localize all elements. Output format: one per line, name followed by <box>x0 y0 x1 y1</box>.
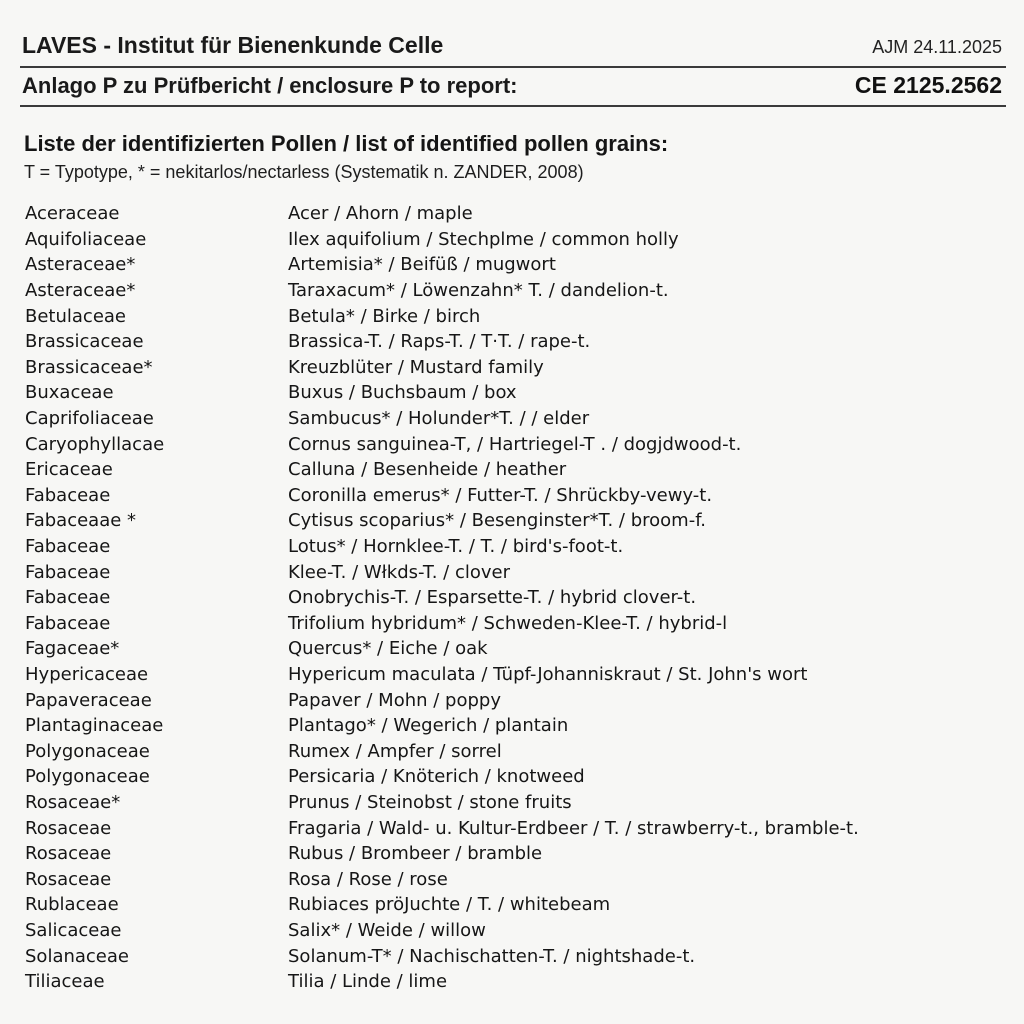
plant-family: Rosaceae* <box>25 791 121 813</box>
pollen-taxon: Klee-T. / Włkds-T. / clover <box>288 561 510 583</box>
pollen-list-row <box>25 790 1015 816</box>
pollen-taxon: Cornus sanguinea-T, / Hartriegel-T . / dogjdwood-t. <box>288 433 742 455</box>
pollen-list-row <box>25 687 1015 713</box>
plant-family: Fabaceae <box>25 587 111 609</box>
plant-family: Betulaceae <box>25 305 126 327</box>
pollen-taxon: Cytisus scoparius* / Besenginster*T. / broom-f. <box>288 510 706 532</box>
pollen-list-row <box>25 713 1015 739</box>
pollen-taxon: Fragaria / Wald- u. Kultur-Erdbeer / T. / strawberry-t., bramble-t. <box>288 817 859 839</box>
pollen-taxon: Buxus / Buchsbaum / box <box>288 382 517 404</box>
plant-family: Aquifoliaceae <box>25 228 147 250</box>
plant-family: Fabaceae <box>25 536 111 558</box>
plant-family: Rosaceae <box>25 817 112 839</box>
pollen-list-row <box>25 303 1015 329</box>
report-number: CE 2125.2562 <box>854 72 1002 98</box>
pollen-list-row <box>25 534 1015 560</box>
pollen-list-row <box>25 483 1015 509</box>
pollen-taxon: Calluna / Besenheide / heather <box>288 459 567 481</box>
plant-family: Hypericaceae <box>25 663 149 685</box>
pollen-list-row <box>25 355 1015 381</box>
pollen-taxon: Plantago* / Wegerich / plantain <box>288 715 569 737</box>
pollen-list <box>25 201 1015 994</box>
plant-family: Rosaceae <box>25 843 112 865</box>
plant-family: Asteraceae* <box>25 254 136 276</box>
plant-family: Fabaceaae * <box>25 510 137 532</box>
pollen-list-row <box>25 380 1015 406</box>
plant-family: Brassicaceae* <box>25 356 153 378</box>
plant-family: Fabaceae <box>25 612 111 634</box>
list-legend: T = Typotype, * = nekitarlos/nectarless (Systematik n. ZANDER, 2008) <box>24 162 584 182</box>
plant-family: Caprifoliaceae <box>25 408 154 430</box>
pollen-taxon: Persicaria / Knöterich / knotweed <box>288 766 585 788</box>
plant-family: Brassicaceae <box>25 331 144 353</box>
plant-family: Caryophyllacae <box>25 433 165 455</box>
pollen-taxon: Sambucus* / Holunder*T. / / elder <box>288 408 590 430</box>
enclosure-title: Anlago P zu Prüfbericht / enclosure P to report: <box>22 73 518 98</box>
pollen-taxon: Coronilla emerus* / Futter-T. / Shrückby-vewy-t. <box>288 484 713 506</box>
pollen-list-row <box>25 329 1015 355</box>
pollen-taxon: Brassica-T. / Raps-T. / T·T. / rape-t. <box>288 331 591 353</box>
pollen-list-row <box>25 892 1015 918</box>
plant-family: Asteraceae* <box>25 280 136 302</box>
pollen-taxon: Taraxacum* / Löwenzahn* T. / dandelion-t. <box>288 280 669 302</box>
plant-family: Salicaceae <box>25 919 122 941</box>
pollen-list-row <box>25 866 1015 892</box>
pollen-list-row <box>25 969 1015 995</box>
list-title: Liste der identifizierten Pollen / list of identified pollen grains: <box>24 131 669 156</box>
plant-family: Buxaceae <box>25 382 114 404</box>
pollen-list-row <box>25 406 1015 432</box>
pollen-list-row <box>25 278 1015 304</box>
pollen-taxon: Rosa / Rose / rose <box>288 868 448 890</box>
pollen-taxon: Prunus / Steinobst / stone fruits <box>288 791 572 813</box>
pollen-taxon: Betula* / Birke / birch <box>288 305 481 327</box>
plant-family: Rublaceae <box>25 894 119 916</box>
pollen-list-row <box>25 662 1015 688</box>
pollen-taxon: Artemisia* / Beifüß / mugwort <box>288 254 556 276</box>
plant-family: Polygonaceae <box>25 740 150 762</box>
plant-family: Plantaginaceae <box>25 715 164 737</box>
enclosure-header <box>22 72 1002 99</box>
pollen-list-row <box>25 252 1015 278</box>
plant-family: Aceraceae <box>25 203 120 225</box>
pollen-taxon: Trifolium hybridum* / Schweden-Klee-T. / hybrid-l <box>288 612 728 634</box>
pollen-list-row <box>25 457 1015 483</box>
pollen-taxon: Ilex aquifolium / Stechplme / common holly <box>288 228 679 250</box>
header-divider-top <box>20 66 1006 68</box>
pollen-list-row <box>25 201 1015 227</box>
pollen-list-row <box>25 764 1015 790</box>
initials-date-stamp: AJM 24.11.2025 <box>872 37 1002 57</box>
pollen-list-row <box>25 636 1015 662</box>
plant-family: Fagaceae* <box>25 638 120 660</box>
pollen-list-row <box>25 508 1015 534</box>
pollen-list-row <box>25 559 1015 585</box>
pollen-taxon: Rubus / Brombeer / bramble <box>288 843 543 865</box>
pollen-taxon: Acer / Ahorn / maple <box>288 203 473 225</box>
plant-family: Polygonaceae <box>25 766 150 788</box>
pollen-list-row <box>25 841 1015 867</box>
plant-family: Solanaceae <box>25 945 129 967</box>
plant-family: Papaveraceae <box>25 689 152 711</box>
pollen-taxon: Kreuzblüter / Mustard family <box>288 356 544 378</box>
pollen-taxon: Salix* / Weide / willow <box>288 919 486 941</box>
pollen-taxon: Solanum-T* / Nachischatten-T. / nightshade-t. <box>288 945 696 967</box>
pollen-taxon: Rumex / Ampfer / sorrel <box>288 740 502 762</box>
pollen-list-row <box>25 585 1015 611</box>
document-header <box>22 32 1002 59</box>
pollen-list-row <box>25 943 1015 969</box>
plant-family: Fabaceae <box>25 561 111 583</box>
plant-family: Tiliaceae <box>25 971 105 993</box>
pollen-list-row <box>25 738 1015 764</box>
organization-title: LAVES - Institut für Bienenkunde Celle <box>22 32 444 58</box>
header-divider-bottom <box>20 105 1006 107</box>
pollen-taxon: Onobrychis-T. / Esparsette-T. / hybrid clover-t. <box>288 587 697 609</box>
pollen-taxon: Hypericum maculata / Tüpf-Johanniskraut / St. John's wort <box>288 663 808 685</box>
pollen-taxon: Quercus* / Eiche / oak <box>288 638 488 660</box>
pollen-list-row <box>25 227 1015 253</box>
plant-family: Rosaceae <box>25 868 112 890</box>
pollen-taxon: Papaver / Mohn / poppy <box>288 689 501 711</box>
pollen-list-row <box>25 918 1015 944</box>
plant-family: Ericaceae <box>25 459 113 481</box>
pollen-taxon: Lotus* / Hornklee-T. / T. / bird's-foot-t. <box>288 536 624 558</box>
plant-family: Fabaceae <box>25 484 111 506</box>
pollen-list-row <box>25 611 1015 637</box>
pollen-taxon: Tilia / Linde / lime <box>288 971 448 993</box>
pollen-list-row <box>25 815 1015 841</box>
pollen-list-row <box>25 431 1015 457</box>
pollen-taxon: Rubiaces pröJuchte / T. / whitebeam <box>288 894 611 916</box>
